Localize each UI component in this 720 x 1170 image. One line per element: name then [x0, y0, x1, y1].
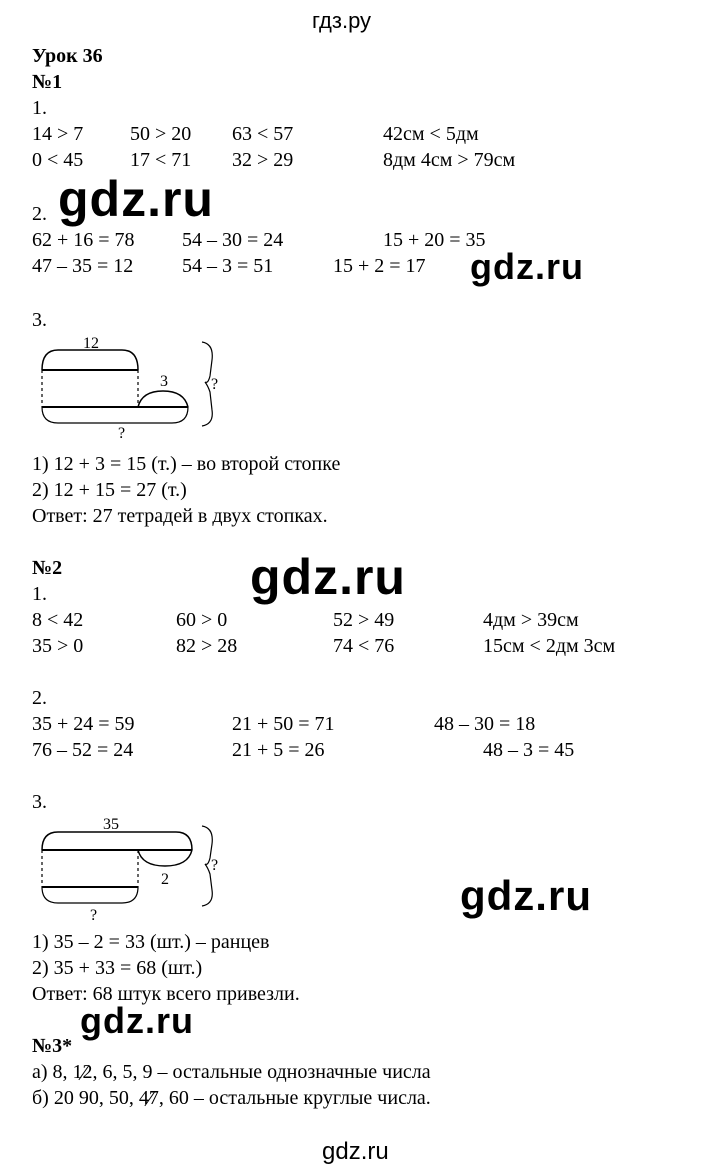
ex2-p1-r1-c1: 8 < 42 [32, 609, 84, 631]
ex1-p2-r1-c1: 62 + 16 = 78 [32, 229, 135, 251]
ex3-b-prefix: б) 20 90, 50, [32, 1087, 139, 1109]
ex3-b-crossed: 47 [138, 1087, 159, 1109]
watermark: gdz.ru [460, 872, 592, 919]
diagram-total-label: ? [211, 376, 219, 393]
ex2-label: №2 [32, 557, 63, 579]
ex1-p2-r2-c2: 54 – 3 = 51 [182, 255, 274, 277]
ex2-sol-line2: 2) 35 + 33 = 68 (шт.) [32, 957, 203, 979]
ex1-part1-num: 1. [32, 97, 47, 119]
ex2-p2-r1-c2: 21 + 50 = 71 [232, 713, 335, 735]
ex2-p2-r2-c3: 48 – 3 = 45 [483, 739, 575, 761]
ex1-p1-r1-c1: 14 > 7 [32, 123, 84, 145]
ex1-p1-r2-c4: 8дм 4см > 79см [383, 149, 516, 171]
ex3-label: №3* [32, 1035, 73, 1057]
watermark: gdz.ru [80, 1000, 194, 1041]
ex2-p1-r1-c4: 4дм > 39см [483, 609, 579, 631]
ex2-p1-r2-c3: 74 < 76 [333, 635, 395, 657]
diagram-total-label: ? [211, 857, 219, 874]
ex1-sol-line1: 1) 12 + 3 = 15 (т.) – во второй стопке [32, 453, 341, 475]
ex1-p2-r2-c3: 15 + 2 = 17 [333, 255, 426, 277]
ex3-a-rest: , 6, 5, 9 – остальные однозначные числа [92, 1061, 431, 1083]
diagram-diff-label: 2 [161, 871, 169, 888]
ex2-p1-r2-c1: 35 > 0 [32, 635, 84, 657]
watermark: gdz.ru [250, 549, 406, 605]
ex1-p1-r2-c1: 0 < 45 [32, 149, 84, 171]
site-header: гдз.ру [312, 8, 372, 33]
ex2-answer: Ответ: 68 штук всего привезли. [32, 983, 300, 1005]
ex2-p2-r1-c3: 48 – 30 = 18 [434, 713, 536, 735]
ex1-p1-r1-c4: 42см < 5дм [383, 123, 479, 145]
ex2-p1-r2-c4: 15см < 2дм 3см [483, 635, 616, 657]
watermark: gdz.ru [58, 171, 214, 227]
ex1-sol-line2: 2) 12 + 15 = 27 (т.) [32, 479, 187, 501]
ex3-a-crossed: 12 [72, 1061, 93, 1083]
ex1-part2-num: 2. [32, 203, 47, 225]
ex1-p1-r1-c2: 50 > 20 [130, 123, 192, 145]
ex2-diagram [30, 814, 240, 924]
watermark: gdz.ru [470, 246, 584, 287]
ex1-p1-r2-c3: 32 > 29 [232, 149, 294, 171]
ex2-p2-r2-c1: 76 – 52 = 24 [32, 739, 134, 761]
diagram-top-label: 12 [83, 335, 99, 352]
ex2-part3-num: 3. [32, 791, 47, 813]
ex1-p2-r2-c1: 47 – 35 = 12 [32, 255, 134, 277]
ex1-answer: Ответ: 27 тетрадей в двух стопках. [32, 505, 328, 527]
ex2-part2-num: 2. [32, 687, 47, 709]
ex2-sol-line1: 1) 35 – 2 = 33 (шт.) – ранцев [32, 931, 270, 953]
diagram-diff-label: 3 [160, 373, 168, 390]
ex2-p1-r1-c3: 52 > 49 [333, 609, 395, 631]
ex1-label: №1 [32, 71, 63, 93]
lesson-title: Урок 36 [32, 45, 103, 67]
ex2-part1-num: 1. [32, 583, 47, 605]
ex3-b-rest: , 60 – остальные круглые числа. [158, 1087, 431, 1109]
ex3-a-prefix: а) 8, [32, 1061, 73, 1083]
ex1-p2-r1-c3: 15 + 20 = 35 [383, 229, 486, 251]
ex1-p1-r1-c3: 63 < 57 [232, 123, 294, 145]
diagram-bottom-label: ? [118, 425, 126, 442]
ex2-p1-r2-c2: 82 > 28 [176, 635, 238, 657]
diagram-bottom-label: ? [90, 907, 98, 924]
ex1-part3-num: 3. [32, 309, 47, 331]
ex1-p1-r2-c2: 17 < 71 [130, 149, 192, 171]
ex1-diagram [30, 334, 230, 444]
ex3-item-a [32, 1060, 431, 1084]
ex2-p2-r1-c1: 35 + 24 = 59 [32, 713, 135, 735]
site-footer: gdz.ru [322, 1138, 389, 1165]
ex2-p1-r1-c2: 60 > 0 [176, 609, 228, 631]
ex3-item-b [32, 1086, 431, 1110]
ex2-p2-r2-c2: 21 + 5 = 26 [232, 739, 325, 761]
diagram-top-label: 35 [103, 816, 119, 833]
ex1-p2-r1-c2: 54 – 30 = 24 [182, 229, 284, 251]
